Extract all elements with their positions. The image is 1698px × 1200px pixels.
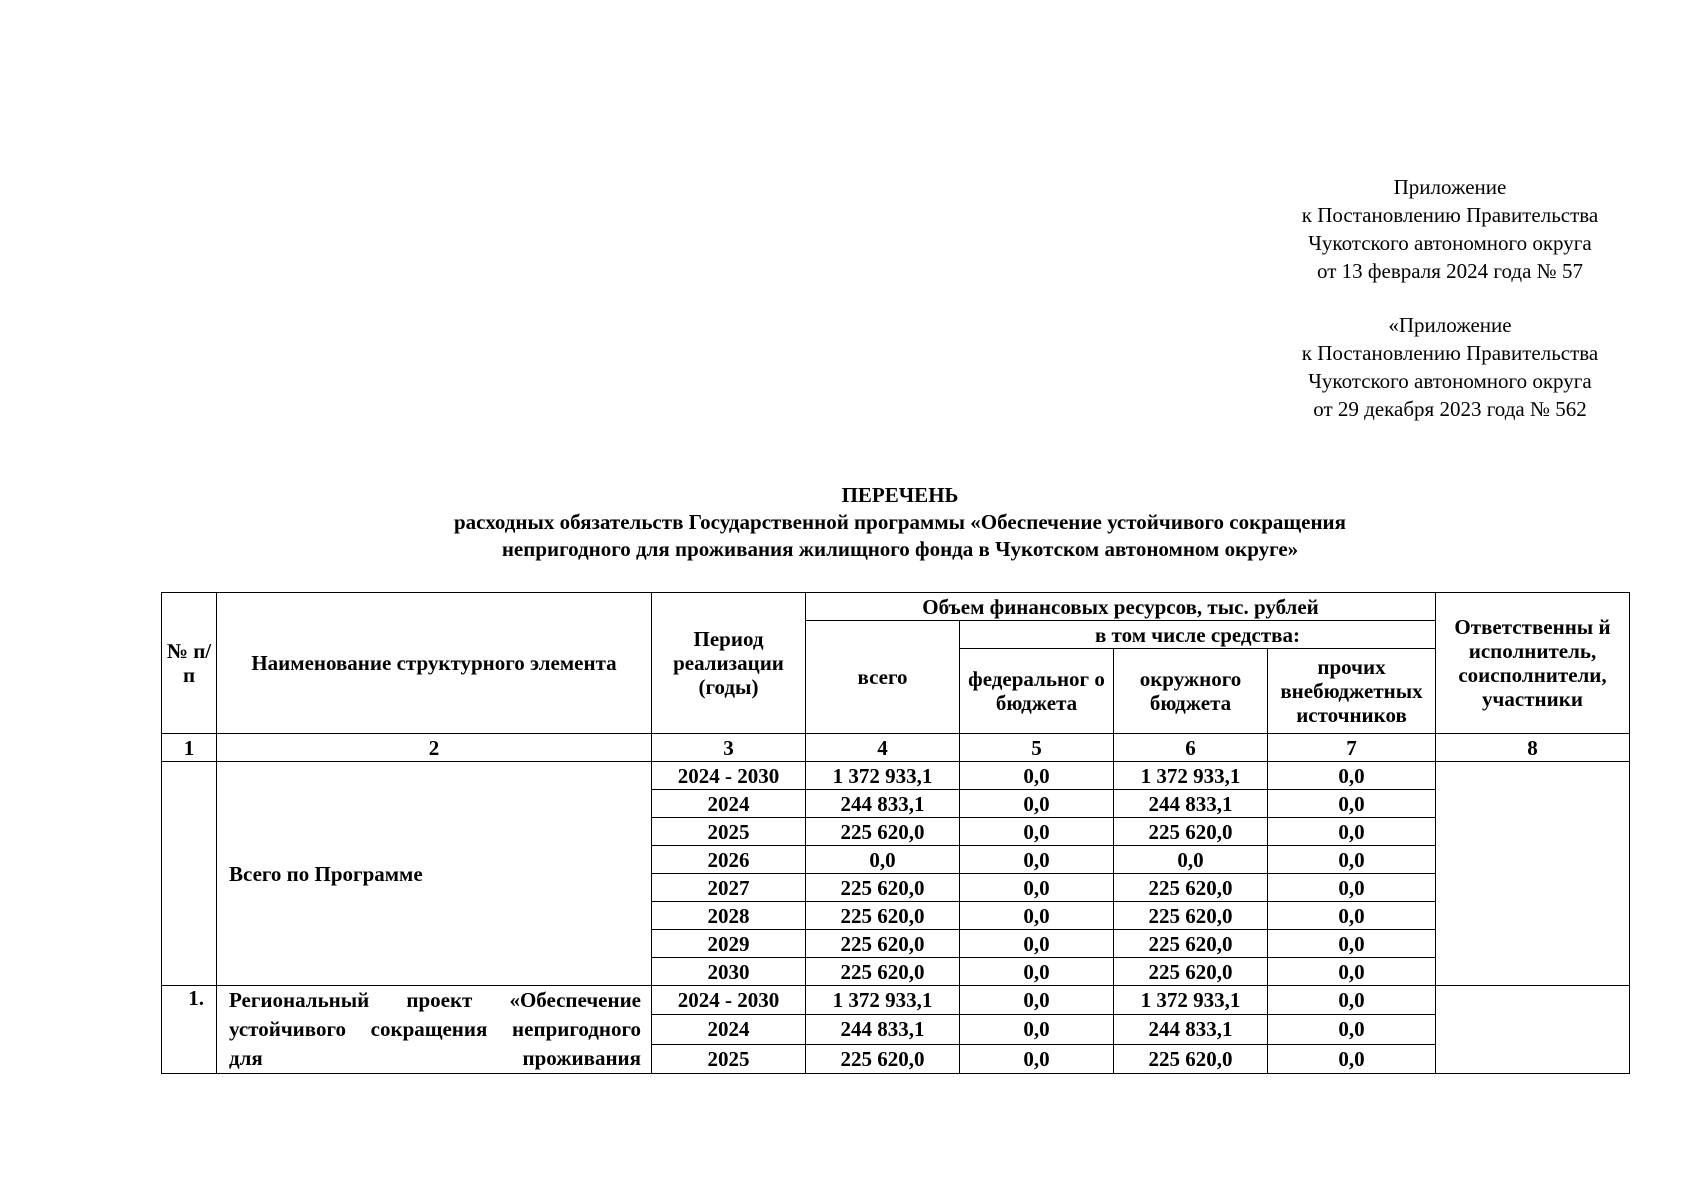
table-row [162, 762, 1630, 790]
cell-total: 1 372 933,1 [806, 986, 960, 1015]
appendix-line: к Постановлению Правительства [1301, 203, 1599, 227]
appendix-line: «Приложение [1388, 313, 1512, 337]
appendix-line: Приложение [1393, 175, 1507, 199]
cell-period: 2024 [652, 1015, 806, 1044]
cell-other: 0,0 [1268, 902, 1436, 930]
row-name: Региональный проект «Обеспечение устойчивого сокращения непригодного для проживания [217, 986, 652, 1074]
column-number: 2 [217, 734, 652, 762]
cell-total: 225 620,0 [806, 958, 960, 986]
cell-federal: 0,0 [960, 930, 1114, 958]
appendix-line: от 29 декабря 2023 года № 562 [1313, 397, 1587, 421]
cell-total: 244 833,1 [806, 1015, 960, 1044]
appendix-current-block [1210, 173, 1690, 285]
cell-total: 1 372 933,1 [806, 762, 960, 790]
cell-district: 225 620,0 [1114, 874, 1268, 902]
title-subline: непригодного для проживания жилищного фонда в Чукотском автономном округе» [501, 537, 1299, 561]
cell-total: 225 620,0 [806, 902, 960, 930]
header-responsible: Ответственны й исполнитель, соисполнители, участники [1436, 593, 1630, 734]
column-number: 7 [1268, 734, 1436, 762]
cell-federal: 0,0 [960, 790, 1114, 818]
cell-district: 225 620,0 [1114, 818, 1268, 846]
cell-other: 0,0 [1268, 818, 1436, 846]
cell-other: 0,0 [1268, 986, 1436, 1015]
cell-federal: 0,0 [960, 958, 1114, 986]
row-number [162, 762, 217, 986]
appendix-previous-block [1210, 311, 1690, 423]
cell-other: 0,0 [1268, 930, 1436, 958]
cell-total: 225 620,0 [806, 874, 960, 902]
cell-federal: 0,0 [960, 874, 1114, 902]
title-subline: расходных обязательств Государственной программы «Обеспечение устойчивого сокращения [453, 510, 1347, 534]
cell-federal: 0,0 [960, 818, 1114, 846]
header-num: № п/п [162, 593, 217, 734]
column-number: 3 [652, 734, 806, 762]
column-number: 6 [1114, 734, 1268, 762]
column-number: 8 [1436, 734, 1630, 762]
cell-period: 2024 [652, 790, 806, 818]
cell-federal: 0,0 [960, 1044, 1114, 1073]
header-period: Период реализации (годы) [652, 593, 806, 734]
cell-period: 2029 [652, 930, 806, 958]
cell-period: 2026 [652, 846, 806, 874]
cell-federal: 0,0 [960, 902, 1114, 930]
cell-federal: 0,0 [960, 762, 1114, 790]
cell-district: 1 372 933,1 [1114, 762, 1268, 790]
cell-federal: 0,0 [960, 1015, 1114, 1044]
row-name: Всего по Программе [217, 762, 652, 986]
appendix-line: Чукотского автономного округа [1308, 369, 1592, 393]
cell-district: 225 620,0 [1114, 958, 1268, 986]
cell-period: 2024 - 2030 [652, 986, 806, 1015]
cell-other: 0,0 [1268, 874, 1436, 902]
title-heading: ПЕРЕЧЕНЬ [841, 483, 959, 507]
cell-federal: 0,0 [960, 986, 1114, 1015]
column-number: 1 [162, 734, 217, 762]
cell-total: 244 833,1 [806, 790, 960, 818]
cell-district: 225 620,0 [1114, 902, 1268, 930]
header-other: прочих внебюджетных источников [1268, 649, 1436, 734]
cell-district: 225 620,0 [1114, 1044, 1268, 1073]
cell-district: 0,0 [1114, 846, 1268, 874]
cell-other: 0,0 [1268, 846, 1436, 874]
header-including: в том числе средства: [960, 621, 1436, 649]
cell-period: 2024 - 2030 [652, 762, 806, 790]
table-row [162, 986, 1630, 1015]
header-volume: Объем финансовых ресурсов, тыс. рублей [806, 593, 1436, 621]
appendix-line: Чукотского автономного округа [1308, 231, 1592, 255]
header-district: окружного бюджета [1114, 649, 1268, 734]
header-total: всего [806, 621, 960, 734]
cell-federal: 0,0 [960, 846, 1114, 874]
column-number: 4 [806, 734, 960, 762]
appendix-line: к Постановлению Правительства [1301, 341, 1599, 365]
cell-district: 244 833,1 [1114, 1015, 1268, 1044]
column-number: 5 [960, 734, 1114, 762]
cell-period: 2025 [652, 1044, 806, 1073]
expenditure-table [161, 592, 1630, 1074]
cell-period: 2028 [652, 902, 806, 930]
cell-other: 0,0 [1268, 790, 1436, 818]
cell-responsible [1436, 762, 1630, 986]
cell-period: 2027 [652, 874, 806, 902]
cell-responsible [1436, 986, 1630, 1074]
document-title [160, 482, 1640, 563]
header-federal: федеральног о бюджета [960, 649, 1114, 734]
cell-total: 225 620,0 [806, 818, 960, 846]
cell-other: 0,0 [1268, 958, 1436, 986]
row-number: 1. [162, 986, 217, 1074]
cell-total: 0,0 [806, 846, 960, 874]
cell-period: 2030 [652, 958, 806, 986]
cell-district: 225 620,0 [1114, 930, 1268, 958]
cell-district: 1 372 933,1 [1114, 986, 1268, 1015]
header-name: Наименование структурного элемента [217, 593, 652, 734]
cell-other: 0,0 [1268, 762, 1436, 790]
cell-other: 0,0 [1268, 1044, 1436, 1073]
cell-other: 0,0 [1268, 1015, 1436, 1044]
cell-period: 2025 [652, 818, 806, 846]
cell-total: 225 620,0 [806, 930, 960, 958]
appendix-line: от 13 февраля 2024 года № 57 [1317, 259, 1583, 283]
cell-district: 244 833,1 [1114, 790, 1268, 818]
cell-total: 225 620,0 [806, 1044, 960, 1073]
